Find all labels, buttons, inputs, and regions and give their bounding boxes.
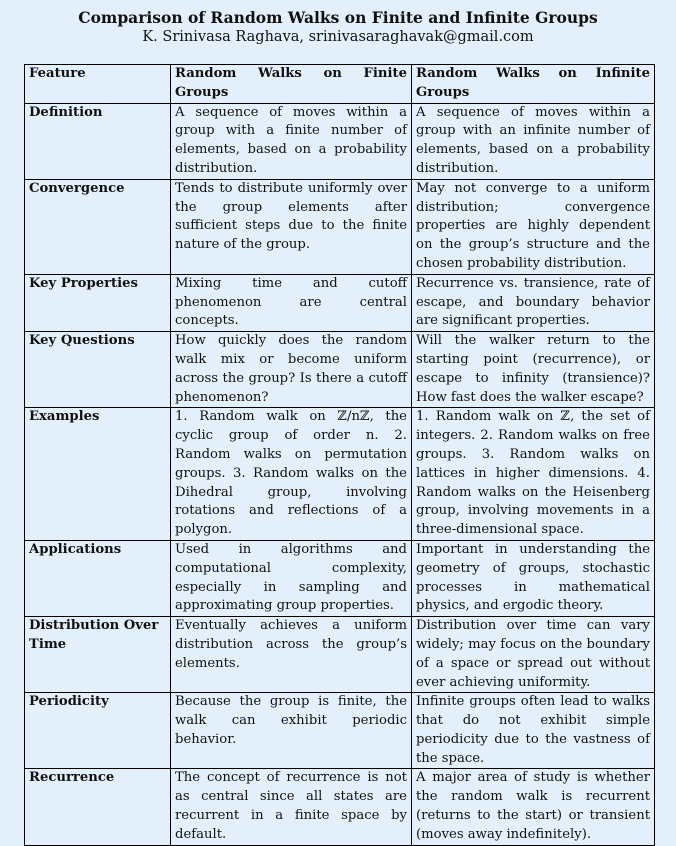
- table-row: [25, 540, 655, 616]
- feature-cell: Periodicity: [25, 693, 171, 769]
- header-feature: Feature: [25, 65, 171, 104]
- infinite-cell: A major area of study is whether the random walk is recurrent (returns to the start) or transient (moves away indefinitely).: [412, 769, 655, 845]
- feature-cell: Definition: [25, 103, 171, 179]
- infinite-cell: Distribution over time can vary widely; may focus on the boundary of a space or spread out without ever achieving uniformity.: [412, 617, 655, 693]
- finite-cell: 1. Random walk on ℤ/nℤ, the cyclic group of order n. 2. Random walks on permutation groups. 3. Random walks on the Dihedral group, involving rotations and reflections of a polygon.: [171, 408, 412, 541]
- infinite-cell: Important in understanding the geometry of groups, stochastic processes in mathematical physics, and ergodic theory.: [412, 540, 655, 616]
- finite-cell: How quickly does the random walk mix or become uniform across the group? Is there a cutoff phenomenon?: [171, 332, 412, 408]
- finite-cell: Used in algorithms and computational complexity, especially in sampling and approximating group properties.: [171, 540, 412, 616]
- finite-cell: A sequence of moves within a group with a finite number of elements, based on a probability distribution.: [171, 103, 412, 179]
- infinite-cell: Will the walker return to the starting point (recurrence), or escape to infinity (transience)? How fast does the walker escape?: [412, 332, 655, 408]
- table-row: [25, 103, 655, 179]
- header-infinite-groups: Random Walks on Infinite Groups: [412, 65, 655, 104]
- table-row: [25, 617, 655, 693]
- table-header-row: [25, 65, 655, 104]
- table-row: [25, 179, 655, 274]
- finite-cell: Tends to distribute uniformly over the group elements after sufficient steps due to the finite nature of the group.: [171, 179, 412, 274]
- table-row: [25, 693, 655, 769]
- infinite-cell: Recurrence vs. transience, rate of escape, and boundary behavior are significant properties.: [412, 274, 655, 331]
- document-title: Comparison of Random Walks on Finite and Infinite Groups: [78, 8, 598, 27]
- feature-cell: Convergence: [25, 179, 171, 274]
- finite-cell: Because the group is finite, the walk can exhibit periodic behavior.: [171, 693, 412, 769]
- finite-cell: Mixing time and cutoff phenomenon are central concepts.: [171, 274, 412, 331]
- feature-cell: Examples: [25, 408, 171, 541]
- finite-cell: Eventually achieves a uniform distribution across the group’s elements.: [171, 617, 412, 693]
- header-finite-groups: Random Walks on Finite Groups: [171, 65, 412, 104]
- author-line: K. Srinivasa Raghava, srinivasaraghavak@gmail.com: [142, 29, 534, 45]
- table-row: [25, 332, 655, 408]
- infinite-cell: A sequence of moves within a group with an infinite number of elements, based on a probability distribution.: [412, 103, 655, 179]
- table-row: [25, 274, 655, 331]
- feature-cell: Distribution Over Time: [25, 617, 171, 693]
- feature-cell: Key Properties: [25, 274, 171, 331]
- finite-cell: The concept of recurrence is not as central since all states are recurrent in a finite space by default.: [171, 769, 412, 845]
- infinite-cell: May not converge to a uniform distribution; convergence properties are highly dependent on the group’s structure and the chosen probability distribution.: [412, 179, 655, 274]
- feature-cell: Applications: [25, 540, 171, 616]
- table-row: [25, 769, 655, 845]
- feature-cell: Key Questions: [25, 332, 171, 408]
- infinite-cell: Infinite groups often lead to walks that do not exhibit simple periodicity due to the vastness of the space.: [412, 693, 655, 769]
- comparison-table: [24, 64, 655, 846]
- table-row: [25, 408, 655, 541]
- feature-cell: Recurrence: [25, 769, 171, 845]
- infinite-cell: 1. Random walk on ℤ, the set of integers. 2. Random walks on free groups. 3. Random walks on lattices in higher dimensions. 4. Random walks on the Heisenberg group, involving movements in a three-dimensional space.: [412, 408, 655, 541]
